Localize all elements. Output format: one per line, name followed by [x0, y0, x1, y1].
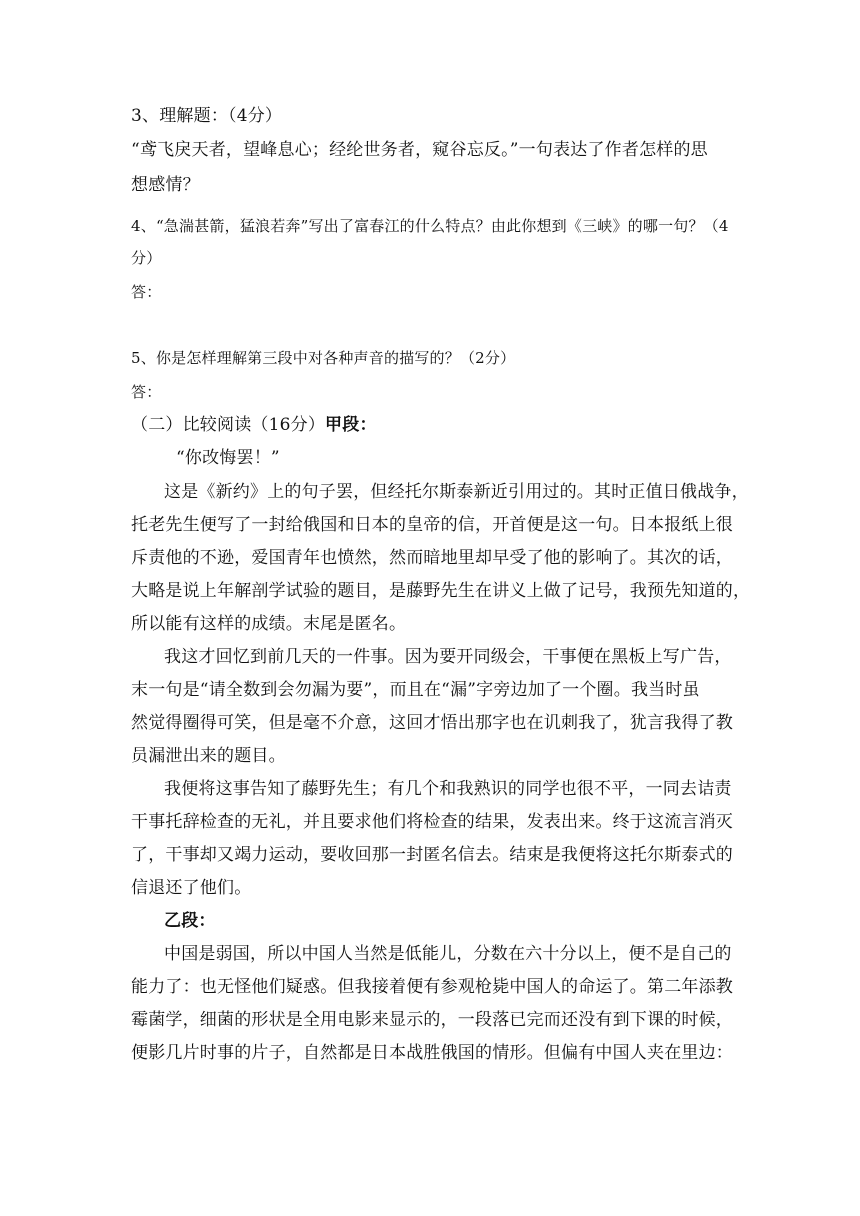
yi-paragraph-line: 霉菌学，细菌的形状是全用电影来显示的，一段落已完而还没有到下课的时候，	[131, 1010, 733, 1030]
jia-heading: 甲段：	[325, 415, 377, 435]
yi-paragraph-line: 能力了：也无怪他们疑惑。但我接着便有参观枪毙中国人的命运了。第二年添教	[131, 977, 733, 997]
jia-paragraph-line: 我便将这事告知了藤野先生；有几个和我熟识的同学也很不平，一同去诘责	[164, 779, 732, 799]
q3-text-line: 想感情？	[131, 175, 200, 195]
q3-heading: 3、理解题：（4分）	[131, 106, 283, 126]
yi-paragraph-line: 便影几片时事的片子，自然都是日本战胜俄国的情形。但偏有中国人夹在里边：	[131, 1043, 733, 1063]
yi-heading: 乙段：	[164, 911, 216, 931]
jia-paragraph-line: 这是《新约》上的句子罢，但经托尔斯泰新近引用过的。其时正值日俄战争，	[164, 482, 749, 502]
jia-paragraph-line: 信退还了他们。	[131, 878, 252, 898]
section2-heading	[131, 413, 377, 437]
jia-paragraph-line: 了，干事却又竭力运动，要收回那一封匿名信去。结束是我便将这托尔斯泰式的	[131, 845, 733, 865]
quote-line: “你改悔罢！”	[176, 448, 280, 468]
q5-text-line: 5、你是怎样理解第三段中对各种声音的描写的？（2分）	[131, 349, 516, 367]
jia-paragraph-line: 干事托辞检查的无礼，并且要求他们将检查的结果，发表出来。终于这流言消灭	[131, 812, 733, 832]
yi-paragraph-line: 中国是弱国，所以中国人当然是低能儿，分数在六十分以上，便不是自己的	[164, 944, 732, 964]
q4-answer-label: 答：	[131, 283, 162, 301]
jia-paragraph-line: 末一句是“请全数到会勿漏为要”，而且在“漏”字旁边加了一个圈。我当时虽	[131, 680, 700, 700]
jia-paragraph-line: 我这才回忆到前几天的一件事。因为要开同级会，干事便在黑板上写广告，	[164, 647, 732, 667]
q4-text-line: 4、“急湍甚箭，猛浪若奔”写出了富春江的什么特点？由此你想到《三峡》的哪一句？（4	[131, 217, 729, 235]
jia-paragraph-line: 大略是说上年解剖学试验的题目，是藤野先生在讲义上做了记号，我预先知道的，	[131, 581, 751, 601]
q5-answer-label: 答：	[131, 383, 162, 401]
q3-text-line: “鸢飞戾天者，望峰息心；经纶世务者，窥谷忘反。”一句表达了作者怎样的思	[131, 140, 708, 160]
jia-paragraph-line: 所以能有这样的成绩。末尾是匿名。	[131, 614, 407, 634]
section2-heading-prefix: （二）比较阅读（16分）	[131, 415, 326, 435]
jia-paragraph-line: 斥责他的不逊，爱国青年也愤然，然而暗地里却早受了他的影响了。其次的话，	[131, 548, 733, 568]
q4-text-line: 分）	[131, 249, 162, 267]
jia-paragraph-line: 然觉得圈得可笑，但是毫不介意，这回才悟出那字也在讥刺我了，犹言我得了教	[131, 713, 733, 733]
jia-paragraph-line: 员漏泄出来的题目。	[131, 746, 286, 766]
jia-paragraph-line: 托老先生便写了一封给俄国和日本的皇帝的信，开首便是这一句。日本报纸上很	[131, 515, 733, 535]
